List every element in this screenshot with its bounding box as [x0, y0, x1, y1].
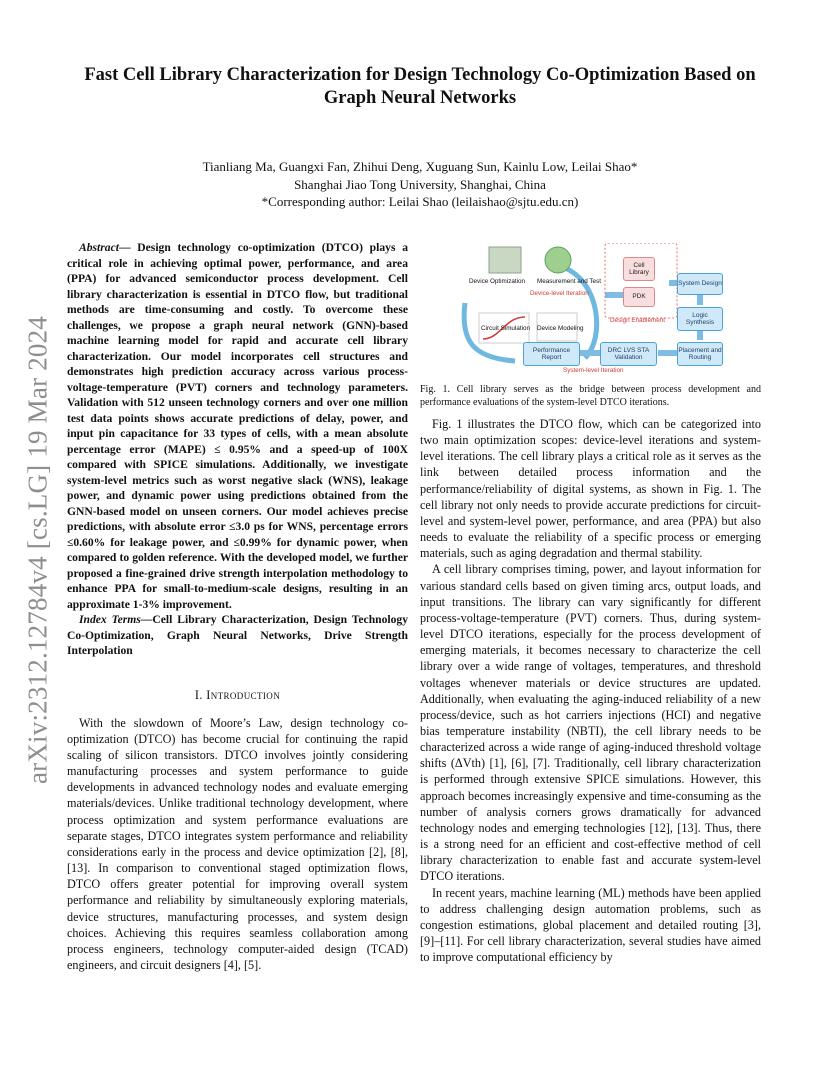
- index-terms-label: Index Terms: [79, 613, 141, 626]
- label-device-optimization: Device Optimization: [469, 278, 525, 285]
- index-terms: [67, 612, 408, 659]
- arxiv-sidebar: [18, 270, 58, 830]
- section-title: Introduction: [206, 687, 281, 702]
- right-column: [420, 416, 761, 965]
- label-circuit-simulation: Circuit Simulation: [481, 325, 530, 332]
- figure-caption: Fig. 1. Cell library serves as the bridge between process development and performance evaluations of the system-level DTCO iterations.: [420, 384, 761, 408]
- right-paragraph-3: In recent years, machine learning (ML) methods have been applied to address challenging design automation problems, such as congestion estimations, global placement and detailed routing [3], [9]–[11]. For cell library characterization, several studies have aimed to improve computational efficiency by: [420, 885, 761, 965]
- abstract-label: Abstract: [79, 241, 119, 254]
- box-system-design: System Design: [677, 273, 723, 295]
- figure-1: [455, 243, 765, 373]
- section-heading: [67, 687, 408, 703]
- paper-title: Fast Cell Library Characterization for Design Technology Co-Optimization Based on Graph Neural Networks: [84, 65, 756, 108]
- box-performance-report: Performance Report: [523, 342, 580, 366]
- box-drc-validation: DRC LVS STA Validation: [600, 342, 657, 366]
- right-paragraph-2: A cell library comprises timing, power, and layout information for various standard cells based on given timing arcs, output loads, and input transitions. The library can vary significantly for different process-voltage-temperature (PVT) corners. Thus, during system-level DTCO iterations, especially for the process development of emerging materials, it becomes necessary to characterize the cell library over a wide range of voltages, temperatures, and threshold voltages whenever materials or device structures are updated. Additionally, when evaluating the aging-induced reliability of a new process/device, such as hot carriers injections (HCI) and negative bias temperature instability (NBTI), the cell library needs to be characterized across a wide range of aging-induced threshold voltage shifts (ΔVth) [1], [6], [7]. Traditionally, cell library characterization is performed through extensive SPICE simulations. However, this approach becomes increasingly expensive and time-consuming as the number of analysis corners grows dramatically for advanced technology nodes and emerging technologies [12], [13]. Thus, there is a strong need for an efficient and cost-effective method of cell library characterization to enable fast and accurate system-level DTCO iterations.: [420, 562, 761, 884]
- right-paragraph-1: Fig. 1 illustrates the DTCO flow, which can be categorized into two main optimization scopes: device-level iterations and system-level iterations. The cell library plays a critical role as it serves as the link between detailed process information and the performance/reliability of digital systems, as shown in Fig. 1. The cell library not only needs to provide accurate predictions for circuit-level and system-level power, performance, and area (PPA) but also needs to evaluate the reliability of a specific process or emerging materials, such as aging degradation and thermal stability.: [420, 417, 761, 561]
- box-placement-routing: Placement and Routing: [677, 342, 723, 366]
- label-design-enablement: Design Enablement: [610, 317, 665, 324]
- label-measurement: Measurement and Test: [537, 278, 601, 285]
- arxiv-id: arXiv:2312.12784v4 [cs.LG] 19 Mar 2024: [22, 315, 53, 785]
- left-column: [67, 240, 408, 973]
- corresponding-author: *Corresponding author: Leilai Shao (leilaishao@sjtu.edu.cn): [261, 194, 579, 209]
- abstract-text: — Design technology co-optimization (DTCO) plays a critical role in achieving optimal power, performance, and area (PPA) for advanced semiconductor process development. Cell library characterization is essential in DTCO flow, but traditional methods are time-consuming and costly. To overcome these challenges, we propose a graph neural network (GNN)-based machine learning model for rapid and accurate cell library characterization. Our model incorporates cell structures and demonstrates high prediction accuracy across various process-voltage-temperature (PVT) corners and technology parameters. Validation with 512 unseen technology corners and over one million test data points shows accurate predictions of delay, power, and input pin capacitance for 33 types of cells, with a mean absolute percentage error (MAPE) ≤ 0.95% and a speed-up of 100X compared with SPICE simulations. Additionally, we investigate system-level metrics such as worst negative slack (WNS), leakage power, and dynamic power using predictions obtained from the GNN-based model on unseen corners. Our model achieves precise predictions, with absolute error ≤3.0 ps for WNS, percentage errors ≤0.60% for leakage power, and ≤0.99% for dynamic power, when compared to golden reference. With the developed model, we further proposed a fine-grained drive strength interpolation methodology to enhance PPA for small-to-medium-scale designs, resulting in an approximate 1-3% improvement.: [67, 241, 408, 611]
- box-cell-library: Cell Library: [623, 257, 655, 281]
- intro-paragraph: With the slowdown of Moore’s Law, design technology co-optimization (DTCO) has become crucial for continuing the rapid scaling of silicon transistors. DTCO involves jointly considering manufacturing processes and system performance to guide developments in advanced technology nodes and evaluate emerging materials/devices. Unlike traditional technology development, where process optimization and system performance evaluations are separate stages, DTCO integrates system performance and reliability considerations early in the process and device optimization [2], [8], [13]. In comparison to conventional staged optimization flows, DTCO offers greater potential for improving overall system performance and reliability by simultaneously exploring materials, device structures, manufacturing processes, and system design choices. Achieving this requires seamless collaboration among process engineers, technology computer-aided design (TCAD) engineers, and circuit designers [4], [5].: [67, 715, 408, 972]
- author-block: [70, 158, 770, 211]
- box-logic-synthesis: Logic Synthesis: [677, 307, 723, 331]
- abstract: [67, 240, 408, 612]
- section-number: I.: [194, 687, 203, 702]
- box-pdk: PDK: [623, 287, 655, 307]
- label-system-iteration: System-level Iteration: [563, 367, 624, 374]
- affiliation: Shanghai Jiao Tong University, Shanghai, China: [294, 176, 546, 192]
- label-device-modeling: Device Modeling: [537, 325, 584, 332]
- index-terms-text: —Cell Library Characterization, Design Technology Co-Optimization, Graph Neural Networks, Drive Strength Interpolation: [67, 613, 408, 657]
- authors: Tianliang Ma, Guangxi Fan, Zhihui Deng, Xuguang Sun, Kainlu Low, Leilai Shao*: [202, 159, 638, 174]
- label-device-iteration: Device-level Iteration: [530, 290, 589, 297]
